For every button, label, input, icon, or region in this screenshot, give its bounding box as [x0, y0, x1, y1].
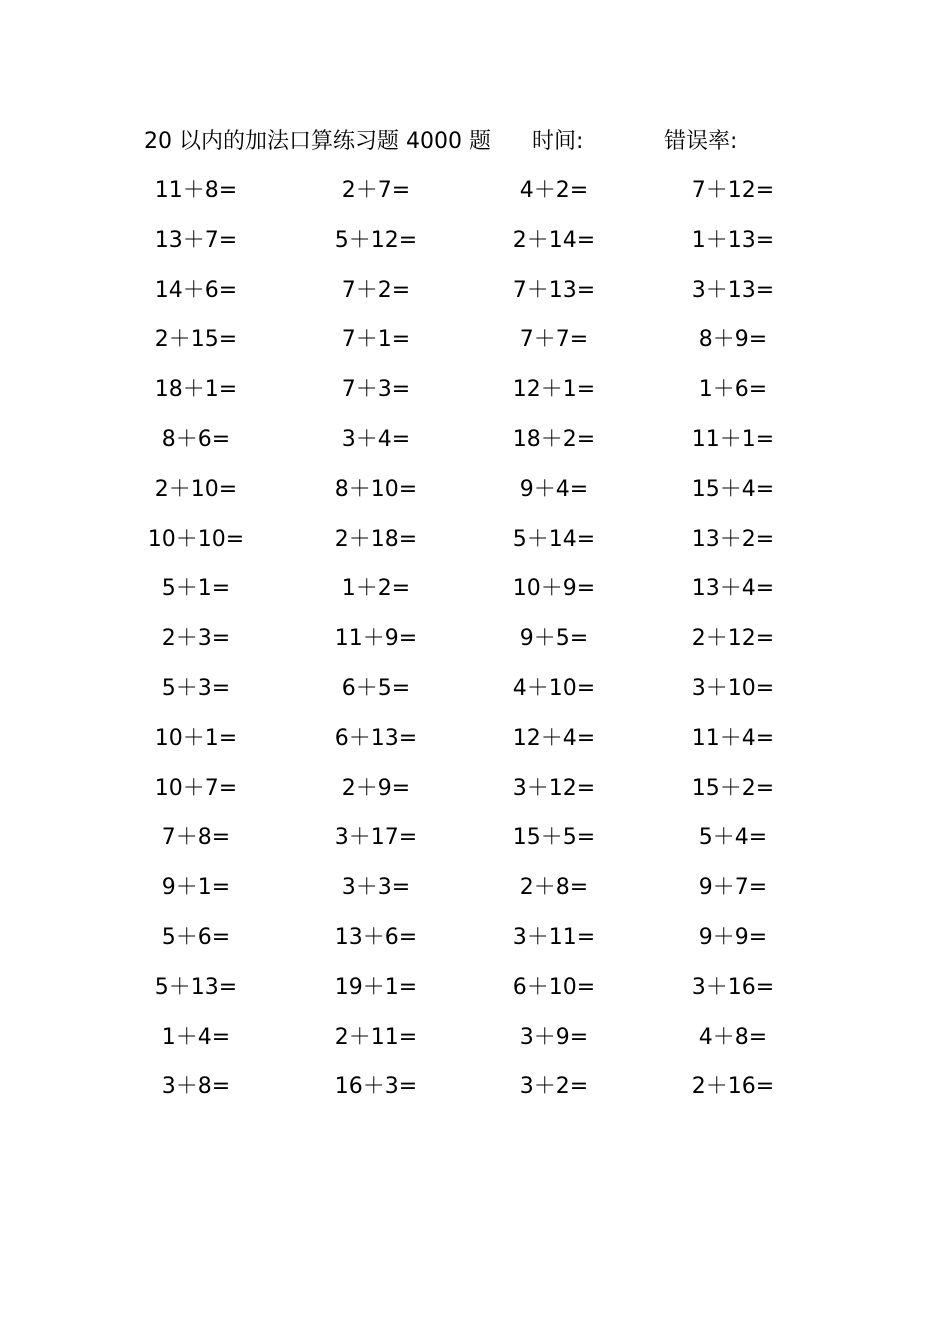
problem-item: 3＋11=: [512, 924, 596, 950]
problem-item: 2＋12=: [691, 626, 775, 652]
problem-item: 19＋1=: [334, 974, 418, 1000]
error-rate-label: 错误率:: [664, 129, 738, 154]
problem-item: 2＋8=: [519, 875, 589, 901]
problem-item: 2＋11=: [334, 1024, 418, 1050]
problem-item: 7＋12=: [691, 178, 775, 203]
problem-item: 4＋8=: [698, 1024, 768, 1050]
problem-item: 7＋1=: [341, 327, 411, 353]
problem-item: 5＋14=: [512, 526, 596, 552]
problem-item: 1＋4=: [161, 1024, 231, 1050]
problem-item: 5＋4=: [698, 825, 768, 851]
problem-item: 11＋4=: [691, 725, 775, 751]
problem-item: 15＋2=: [691, 775, 775, 801]
problem-item: 9＋4=: [519, 476, 589, 502]
problem-item: 10＋10=: [147, 526, 245, 552]
problem-item: 3＋4=: [341, 426, 411, 452]
problem-item: 10＋1=: [154, 725, 238, 751]
problem-item: 3＋17=: [334, 825, 418, 851]
problem-item: 4＋2=: [519, 178, 589, 203]
problem-row: [0, 621, 950, 671]
problem-item: 13＋6=: [334, 924, 418, 950]
problem-item: 3＋10=: [691, 675, 775, 701]
problem-grid: [0, 173, 950, 1119]
problem-item: 5＋6=: [161, 924, 231, 950]
problem-item: 8＋10=: [334, 476, 418, 502]
problem-item: 3＋9=: [519, 1024, 589, 1050]
problem-item: 3＋8=: [161, 1074, 231, 1100]
problem-item: 7＋3=: [341, 377, 411, 403]
problem-item: 10＋9=: [512, 576, 596, 602]
problem-row: [0, 1020, 950, 1070]
problem-item: 2＋18=: [334, 526, 418, 552]
problem-row: [0, 771, 950, 821]
problem-row: [0, 970, 950, 1020]
problem-row: [0, 671, 950, 721]
problem-row: [0, 1069, 950, 1119]
problem-item: 10＋7=: [154, 775, 238, 801]
problem-item: 13＋7=: [154, 227, 238, 253]
problem-item: 7＋7=: [519, 327, 589, 353]
problem-item: 5＋1=: [161, 576, 231, 602]
problem-item: 3＋3=: [341, 875, 411, 901]
problem-row: [0, 870, 950, 920]
problem-item: 7＋8=: [161, 825, 231, 851]
problem-row: [0, 920, 950, 970]
problem-item: 8＋6=: [161, 426, 231, 452]
problem-item: 5＋3=: [161, 675, 231, 701]
problem-row: [0, 472, 950, 522]
problem-item: 7＋2=: [341, 277, 411, 303]
problem-item: 4＋10=: [512, 675, 596, 701]
problem-item: 8＋9=: [698, 327, 768, 353]
problem-item: 1＋13=: [691, 227, 775, 253]
problem-row: [0, 522, 950, 572]
problem-row: [0, 273, 950, 323]
problem-item: 3＋16=: [691, 974, 775, 1000]
problem-item: 18＋2=: [512, 426, 596, 452]
problem-item: 9＋9=: [698, 924, 768, 950]
problem-item: 15＋4=: [691, 476, 775, 502]
problem-item: 18＋1=: [154, 377, 238, 403]
problem-row: [0, 322, 950, 372]
problem-row: [0, 372, 950, 422]
worksheet-title: 20 以内的加法口算练习题 4000 题: [144, 129, 491, 154]
problem-item: 2＋10=: [154, 476, 238, 502]
problem-item: 11＋8=: [154, 178, 238, 203]
problem-item: 3＋13=: [691, 277, 775, 303]
problem-item: 7＋13=: [512, 277, 596, 303]
problem-item: 3＋12=: [512, 775, 596, 801]
problem-item: 2＋3=: [161, 626, 231, 652]
problem-row: [0, 173, 950, 223]
problem-item: 2＋7=: [341, 178, 411, 203]
problem-item: 15＋5=: [512, 825, 596, 851]
problem-row: [0, 721, 950, 771]
problem-item: 9＋5=: [519, 626, 589, 652]
problem-item: 5＋12=: [334, 227, 418, 253]
problem-item: 9＋7=: [698, 875, 768, 901]
time-label: 时间:: [532, 129, 584, 154]
problem-row: [0, 571, 950, 621]
problem-item: 2＋16=: [691, 1074, 775, 1100]
problem-item: 6＋5=: [341, 675, 411, 701]
problem-item: 11＋1=: [691, 426, 775, 452]
problem-item: 12＋4=: [512, 725, 596, 751]
problem-row: [0, 223, 950, 273]
problem-item: 13＋2=: [691, 526, 775, 552]
problem-item: 6＋10=: [512, 974, 596, 1000]
problem-item: 2＋15=: [154, 327, 238, 353]
problem-item: 1＋2=: [341, 576, 411, 602]
problem-row: [0, 820, 950, 870]
worksheet-header: [144, 124, 844, 160]
problem-item: 1＋6=: [698, 377, 768, 403]
problem-item: 6＋13=: [334, 725, 418, 751]
problem-item: 12＋1=: [512, 377, 596, 403]
problem-item: 11＋9=: [334, 626, 418, 652]
problem-row: [0, 422, 950, 472]
problem-item: 13＋4=: [691, 576, 775, 602]
problem-item: 9＋1=: [161, 875, 231, 901]
problem-item: 2＋14=: [512, 227, 596, 253]
problem-item: 3＋2=: [519, 1074, 589, 1100]
problem-item: 16＋3=: [334, 1074, 418, 1100]
problem-item: 5＋13=: [154, 974, 238, 1000]
problem-item: 14＋6=: [154, 277, 238, 303]
problem-item: 2＋9=: [341, 775, 411, 801]
